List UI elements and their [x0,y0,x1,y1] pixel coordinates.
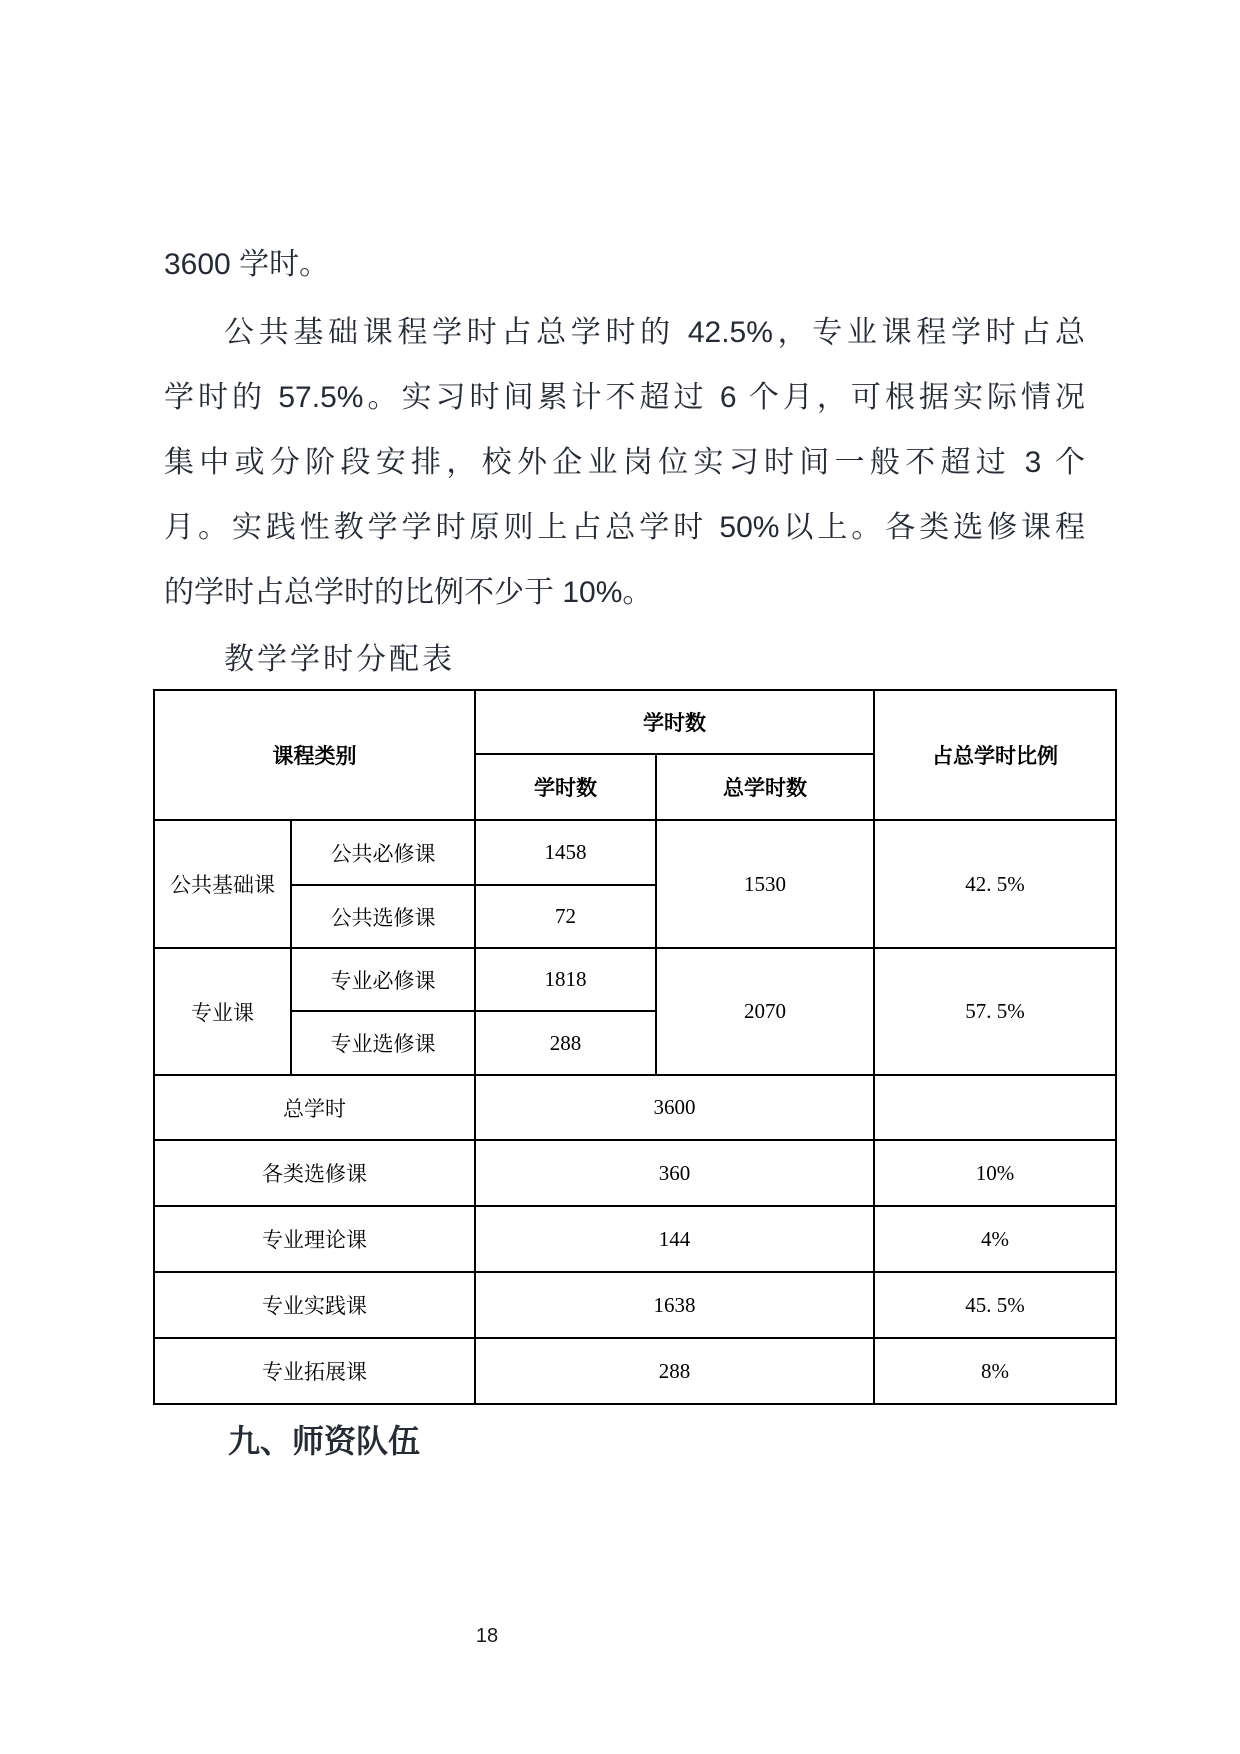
total-hours-cell: 2070 [656,948,874,1075]
header-cell-ratio: 占总学时比例 [874,690,1116,820]
course-type-cell: 专业必修课 [291,948,475,1011]
paragraph-continuation-line: 3600 学时。 [164,248,330,281]
summary-label-cell: 专业拓展课 [154,1338,475,1404]
summary-value-cell: 288 [475,1338,874,1404]
paragraph-line: 公共基础课程学时占总学时的 42.5%，专业课程学时占总 [224,316,1085,349]
hours-cell: 1818 [475,948,656,1011]
summary-label-cell: 专业实践课 [154,1272,475,1338]
teaching-hours-table [153,689,1117,1405]
ratio-cell: 57. 5% [874,948,1116,1075]
paragraph-line: 的学时占总学时的比例不少于 10%。 [164,576,653,609]
paragraph-line: 月。实践性教学学时原则上占总学时 50%以上。各类选修课程 [164,511,1085,544]
category-group-cell: 公共基础课 [154,820,291,948]
summary-value-cell: 3600 [475,1075,874,1140]
category-group-cell: 专业课 [154,948,291,1075]
summary-row [154,1140,1116,1206]
header-cell-hours: 学时数 [475,754,656,820]
course-type-cell: 公共选修课 [291,885,475,948]
table-row [154,820,1116,885]
total-hours-cell: 1530 [656,820,874,948]
hours-cell: 72 [475,885,656,948]
header-cell-total-hours: 总学时数 [656,754,874,820]
paragraph-line: 学时的 57.5%。实习时间累计不超过 6 个月，可根据实际情况 [164,381,1085,414]
header-cell-category: 课程类别 [154,690,475,820]
summary-row [154,1075,1116,1140]
table-title: 教学学时分配表 [224,643,455,676]
course-type-cell: 专业选修课 [291,1011,475,1075]
table-row [154,948,1116,1011]
summary-ratio-cell: 4% [874,1206,1116,1272]
paragraph-line: 集中或分阶段安排，校外企业岗位实习时间一般不超过 3 个 [164,446,1085,479]
table-header-row [154,690,1116,754]
summary-ratio-cell: 8% [874,1338,1116,1404]
summary-value-cell: 360 [475,1140,874,1206]
course-type-cell: 公共必修课 [291,820,475,885]
summary-label-cell: 专业理论课 [154,1206,475,1272]
summary-ratio-cell [874,1075,1116,1140]
summary-label-cell: 各类选修课 [154,1140,475,1206]
summary-row [154,1338,1116,1404]
hours-cell: 1458 [475,820,656,885]
header-cell-hours-group: 学时数 [475,690,874,754]
summary-label-cell: 总学时 [154,1075,475,1140]
paragraph [164,300,1085,625]
ratio-cell: 42. 5% [874,820,1116,948]
summary-ratio-cell: 45. 5% [874,1272,1116,1338]
summary-row [154,1272,1116,1338]
summary-value-cell: 144 [475,1206,874,1272]
summary-value-cell: 1638 [475,1272,874,1338]
page-number: 18 [475,1625,499,1647]
summary-ratio-cell: 10% [874,1140,1116,1206]
section-heading: 九、师资队伍 [228,1423,421,1459]
hours-cell: 288 [475,1011,656,1075]
summary-row [154,1206,1116,1272]
